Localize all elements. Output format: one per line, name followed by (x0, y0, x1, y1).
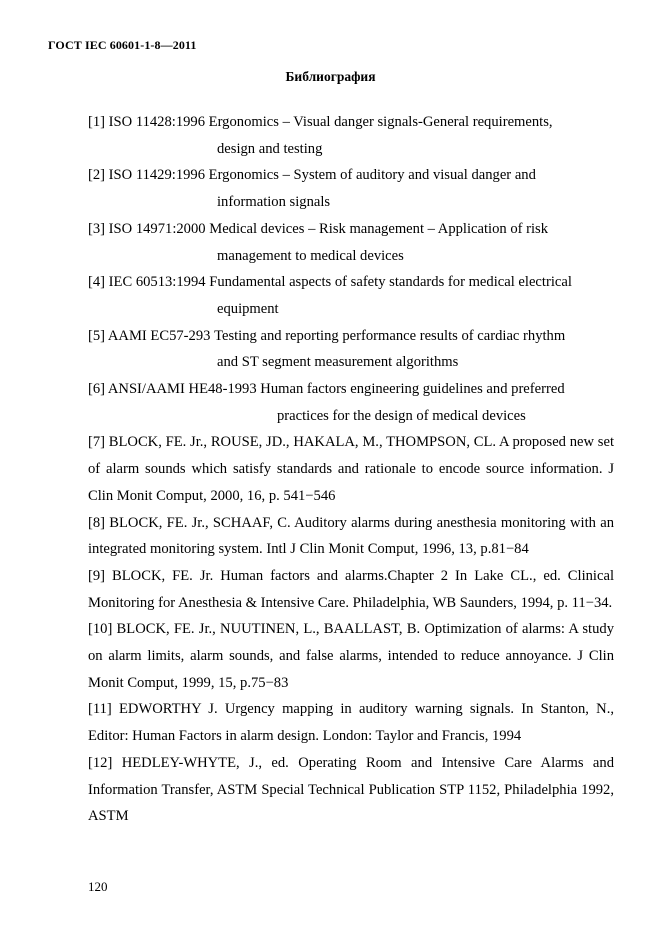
reference-1 (88, 109, 614, 162)
reference-6 (88, 376, 614, 429)
reference-description-continued: management to medical devices (217, 247, 404, 264)
reference-description: Ergonomics – System of auditory and visual danger and (208, 167, 536, 184)
reference-8: [8] BLOCK, FE. Jr., SCHAAF, C. Auditory alarms during anesthesia monitoring with an integrated monitoring system. Intl J Clin Monit Comput, 1996, 13, p.81−84 (88, 514, 614, 558)
reference-4 (88, 269, 614, 322)
reference-10: [10] BLOCK, FE. Jr., NUUTINEN, L., BAALLAST, B. Optimization of alarms: A study on alarm limits, alarm sounds, and false alarms, intended to reduce annoyance. J Clin Monit Comput, 1999, 15, p.75−83 (88, 621, 614, 691)
reference-7: [7] BLOCK, FE. Jr., ROUSE, JD., HAKALA, M., THOMPSON, CL. A proposed new set of alarm sounds which satisfy standards and rationale to encode source information. J Clin Monit Comput, 2000, 16, p. 541−546 (88, 434, 614, 504)
page-title: Библиография (285, 69, 376, 84)
page-number: 120 (88, 879, 108, 894)
reference-description: Testing and reporting performance results of cardiac rhythm (214, 327, 566, 344)
reference-description-continued: information signals (217, 194, 331, 211)
reference-12: [12] HEDLEY-WHYTE, J., ed. Operating Room and Intensive Care Alarms and Information Transfer, ASTM Special Technical Publication STP 1152, Philadelphia 1992, ASTM (88, 754, 614, 825)
reference-description: Human factors engineering guidelines and preferred (260, 381, 565, 398)
reference-code: [2] ISO 11429:1996 (88, 167, 206, 184)
bibliography-list (88, 109, 614, 830)
reference-9: [9] BLOCK, FE. Jr. Human factors and alarms.Chapter 2 In Lake CL., ed. Clinical Monitoring for Anesthesia & Intensive Care. Philadelphia, WB Saunders, 1994, p. 11−34. (88, 567, 614, 611)
reference-code: [4] IEC 60513:1994 (88, 274, 206, 291)
reference-code: [1] ISO 11428:1996 (88, 114, 206, 130)
reference-code: [3] ISO 14971:2000 (88, 220, 206, 237)
reference-description-continued: and ST segment measurement algorithms (217, 354, 459, 371)
reference-description: Fundamental aspects of safety standards for medical electrical (209, 274, 572, 291)
reference-5 (88, 323, 614, 376)
reference-description: Medical devices – Risk management – Application of risk (209, 220, 549, 237)
reference-3 (88, 216, 614, 269)
reference-11: [11] EDWORTHY J. Urgency mapping in auditory warning signals. In Stanton, N., Editor: Human Factors in alarm design. London: Taylor and Francis, 1994 (88, 701, 614, 745)
reference-description-continued: practices for the design of medical devices (277, 407, 526, 424)
reference-code: [6] ANSI/AAMI HE48-1993 (88, 381, 257, 398)
reference-description-continued: design and testing (217, 140, 323, 157)
reference-description-continued: equipment (217, 300, 279, 317)
reference-code: [5] AAMI EC57-293 (88, 327, 211, 344)
document-header: ГОСТ IEC 60601-1-8—2011 (48, 38, 197, 52)
reference-2 (88, 162, 614, 215)
reference-description: Ergonomics – Visual danger signals-General requirements, (208, 114, 553, 130)
